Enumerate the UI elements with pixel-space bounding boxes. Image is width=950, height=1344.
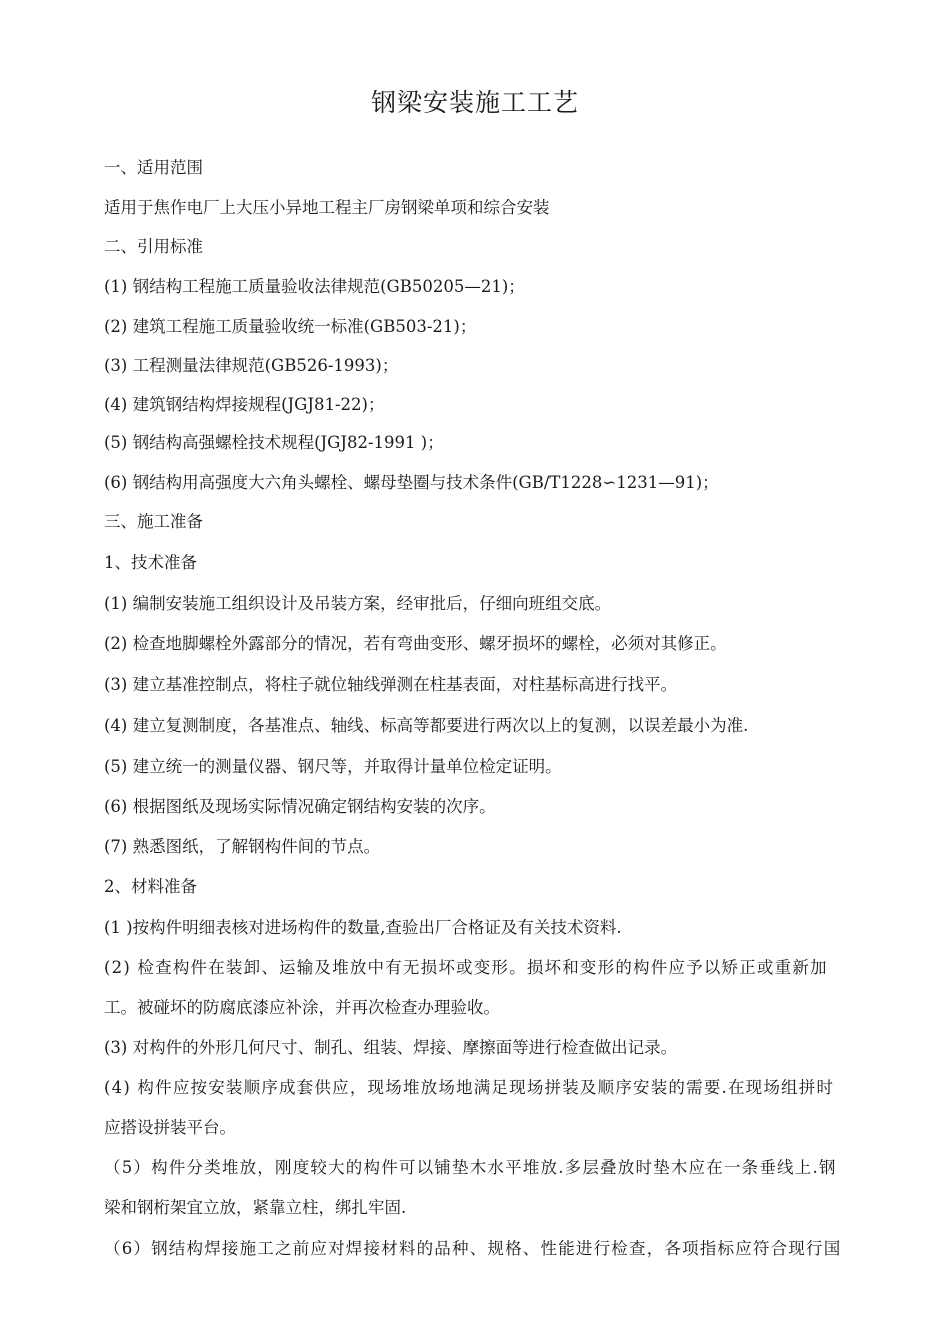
list-item: (7) 熟悉图纸，了解钢构件间的节点。 xyxy=(104,837,381,856)
list-item: (2) 检查地脚螺栓外露部分的情况，若有弯曲变形、螺牙损坏的螺栓，必须对其修正。 xyxy=(104,634,727,653)
paragraph-line: 适用于焦作电厂上大压小异地工程主厂房钢梁单项和综合安装 xyxy=(104,198,550,217)
list-item: (3) 对构件的外形几何尺寸、制孔、组装、焊接、摩擦面等进行检查做出记录。 xyxy=(104,1038,678,1057)
list-item: （5）构件分类堆放，刚度较大的构件可以铺垫木水平堆放.多层叠放时垫木应在一条垂线上.钢 xyxy=(104,1158,837,1177)
list-item-continuation: 应搭设拼装平台。 xyxy=(104,1118,236,1137)
list-item: (4) 建筑钢结构焊接规程(JGJ81-22)； xyxy=(104,395,385,414)
list-item: （6）钢结构焊接施工之前应对焊接材料的品种、规格、性能进行检查，各项指标应符合现行国 xyxy=(104,1239,842,1258)
section-heading: 一、适用范围 xyxy=(104,158,203,177)
section-heading: 二、引用标准 xyxy=(104,237,203,256)
document-title: 钢梁安装施工工艺 xyxy=(370,88,579,117)
list-item: (1 )按构件明细表核对进场构件的数量,查验出厂合格证及有关技术资料. xyxy=(104,918,622,937)
list-item: (1) 钢结构工程施工质量验收法律规范(GB50205—21)； xyxy=(104,277,525,296)
list-item: (6) 钢结构用高强度大六角头螺栓、螺母垫圈与技术条件(GB/T1228∽1231—91)； xyxy=(104,473,719,492)
list-item-continuation: 工。被碰坏的防腐底漆应补涂，并再次检查办理验收。 xyxy=(104,998,500,1017)
list-item: (6) 根据图纸及现场实际情况确定钢结构安装的次序。 xyxy=(104,797,496,816)
list-item: (3) 工程测量法律规范(GB526-1993)； xyxy=(104,356,399,375)
list-item: (2) 检查构件在装卸、运输及堆放中有无损坏或变形。损坏和变形的构件应予以矫正或重新加 xyxy=(104,958,828,977)
list-item: (4) 建立复测制度，各基准点、轴线、标高等都要进行两次以上的复测，以误差最小为准. xyxy=(104,716,749,735)
list-item-continuation: 梁和钢桁架宜立放，紧靠立柱，绑扎牢固. xyxy=(104,1198,407,1217)
subsection-heading: 1、技术准备 xyxy=(104,553,197,572)
list-item: (4) 构件应按安装顺序成套供应，现场堆放场地满足现场拼装及顺序安装的需要.在现场组拼时 xyxy=(104,1078,835,1097)
list-item: (5) 钢结构高强螺栓技术规程(JGJ82-1991 )； xyxy=(104,433,444,452)
subsection-heading: 2、材料准备 xyxy=(104,877,197,896)
list-item: (3) 建立基准控制点，将柱子就位轴线弹测在柱基表面，对柱基标高进行找平。 xyxy=(104,675,678,694)
list-item: (5) 建立统一的测量仪器、钢尺等，并取得计量单位检定证明。 xyxy=(104,757,562,776)
list-item: (2) 建筑工程施工质量验收统一标准(GB503-21)； xyxy=(104,317,477,336)
list-item: (1) 编制安装施工组织设计及吊装方案，经审批后，仔细向班组交底。 xyxy=(104,594,612,613)
section-heading: 三、施工准备 xyxy=(104,512,203,531)
